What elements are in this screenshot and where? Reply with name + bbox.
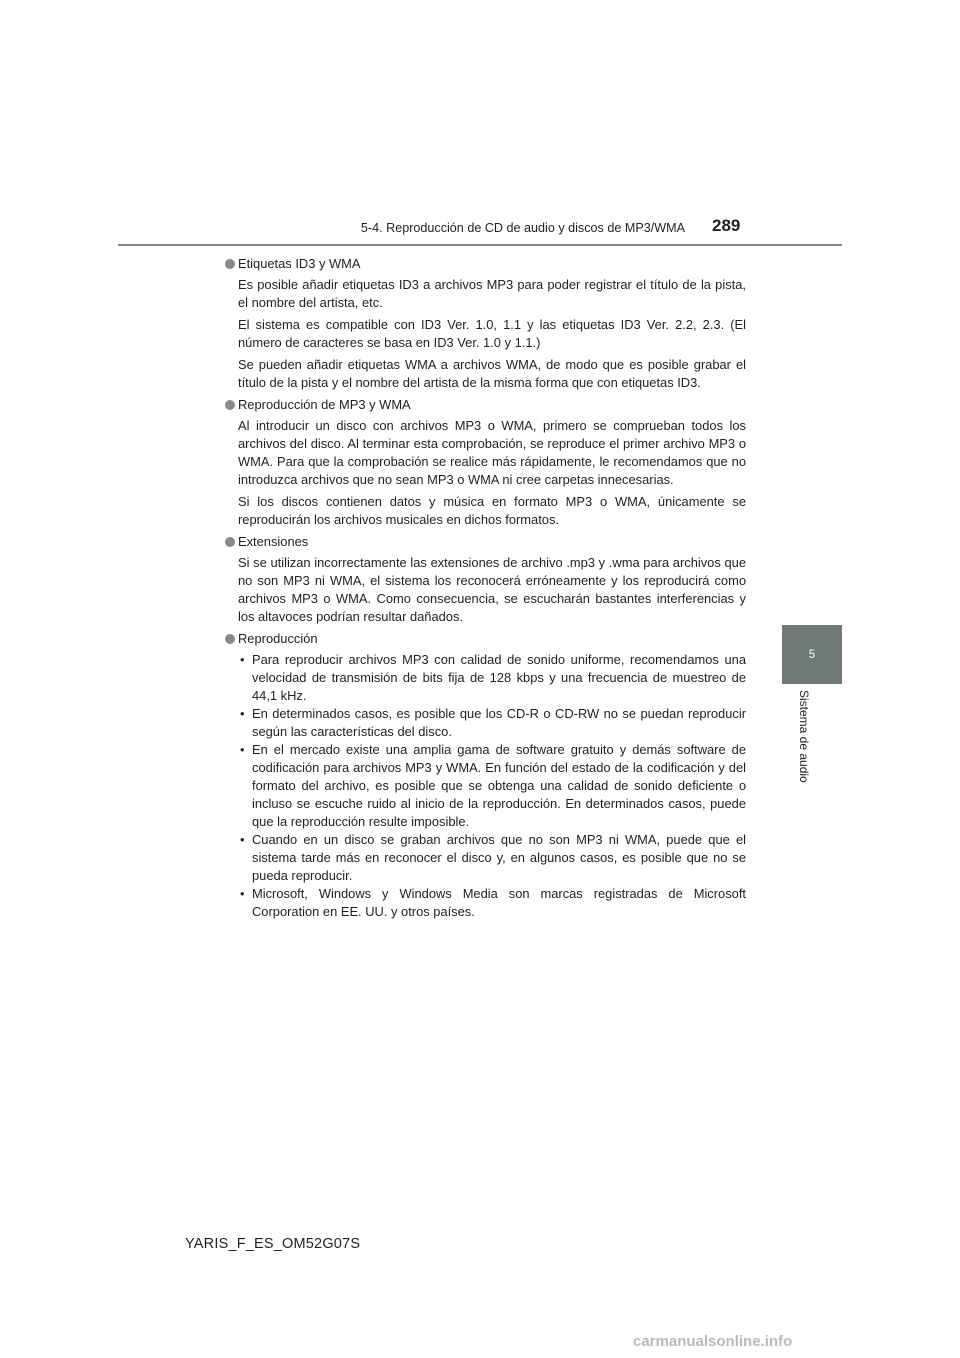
header-divider [118, 244, 842, 246]
bullet-circle-icon [225, 400, 235, 410]
paragraph: Si los discos contienen datos y música en formato MP3 o WMA, únicamente se reproducirán los archivos musicales en dichos formatos. [238, 494, 746, 527]
bullet-circle-icon [225, 537, 235, 547]
paragraph: Es posible añadir etiquetas ID3 a archivos MP3 para poder registrar el título de la pista, el nombre del artista, etc. [238, 277, 746, 310]
section-mp3-wma-playback [222, 396, 746, 529]
bullet-circle-icon [225, 634, 235, 644]
section-id3-tags [222, 255, 746, 392]
list-marker: • [240, 652, 245, 667]
list-marker: • [240, 832, 245, 847]
page-number: 289 [712, 216, 741, 235]
section-heading: Reproducción de MP3 y WMA [238, 397, 411, 412]
list-item: • Para reproducir archivos MP3 con calidad de sonido uniforme, recomendamos una velocidad de transmisión de bits fija de 128 kbps y una frecuencia de muestreo de 44,1 kHz. [240, 652, 746, 703]
paragraph: Si se utilizan incorrectamente las extensiones de archivo .mp3 y .wma para archivos que no son MP3 ni WMA, el sistema los reconocerá erróneamente y los reproducirá como archivos MP3 o WMA. Como consecuencia, se escucharán bastantes interferencias y los altavoces podrían resultar dañados. [238, 555, 746, 624]
list-marker: • [240, 886, 245, 901]
list-marker: • [240, 742, 245, 757]
section-heading: Reproducción [238, 631, 318, 646]
document-code: YARIS_F_ES_OM52G07S [185, 1236, 361, 1252]
paragraph: Se pueden añadir etiquetas WMA a archivos WMA, de modo que es posible grabar el título de la pista y el nombre del artista de la misma forma que con etiquetas ID3. [238, 357, 746, 390]
main-content [222, 255, 746, 925]
chapter-number: 5 [808, 648, 816, 661]
paragraph: El sistema es compatible con ID3 Ver. 1.0, 1.1 y las etiquetas ID3 Ver. 2.2, 2.3. (El número de caracteres se basa en ID3 Ver. 1.0 y 1.1.) [238, 317, 746, 350]
section-heading: Extensiones [238, 534, 309, 549]
section-heading: Etiquetas ID3 y WMA [238, 256, 361, 271]
list-item: • Cuando en un disco se graban archivos que no son MP3 ni WMA, puede que el sistema tarde más en reconocer el disco y, en algunos casos, es posible que no se pueda reproducir. [240, 832, 746, 883]
section-extensions [222, 533, 746, 626]
list-item: • Microsoft, Windows y Windows Media son marcas registradas de Microsoft Corporation en EE. UU. y otros países. [240, 886, 746, 919]
chapter-title: Sistema de audio [797, 690, 811, 783]
playback-notes-list [238, 651, 746, 921]
paragraph: Al introducir un disco con archivos MP3 o WMA, primero se comprueban todos los archivos del disco. Al terminar esta comprobación, se reproduce el primer archivo MP3 o WMA. Para que la comprobación se realice más rápidamente, le recomendamos que no introduzca archivos que no sean MP3 o WMA ni cree carpetas innecesarias. [238, 418, 746, 487]
section-playback [222, 630, 746, 921]
list-marker: • [240, 706, 245, 721]
list-item: • En el mercado existe una amplia gama de software gratuito y demás software de codificación para archivos MP3 y WMA. En función del estado de la codificación y del formato del archivo, es posible que se obtenga una calidad de sonido deficiente o incluso se escuche ruido al inicio de la reproducción. En determinados casos, puede que la reproducción resulte imposible. [240, 742, 746, 829]
bullet-circle-icon [225, 259, 235, 269]
watermark-text: carmanualsonline.info [633, 1333, 793, 1350]
chapter-tab [782, 625, 842, 684]
header-section-title: 5-4. Reproducción de CD de audio y discos de MP3/WMA [360, 221, 685, 235]
list-item: • En determinados casos, es posible que los CD-R o CD-RW no se puedan reproducir según las características del disco. [240, 706, 746, 739]
